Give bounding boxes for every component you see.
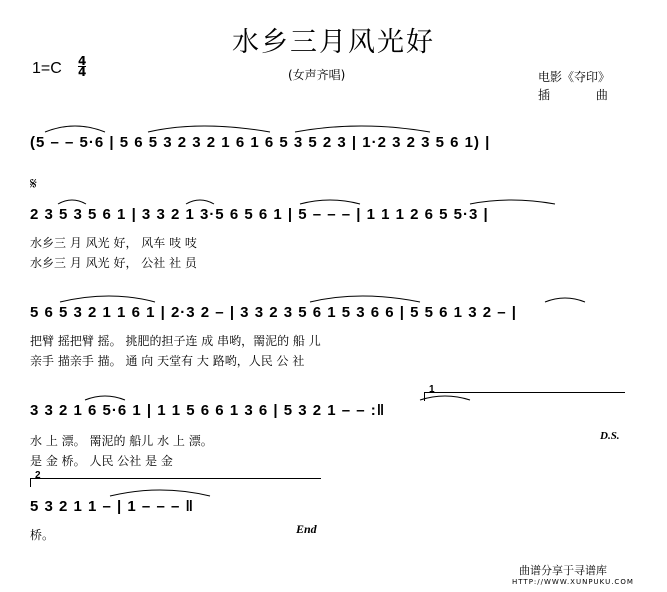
volta-1-label: 1 <box>429 384 435 395</box>
score-row-3-lyric-1: 把臂 摇把臂 摇。 挑肥的担子连 成 串哟，罱泥的 船 儿 <box>30 334 321 348</box>
source-label: 电影《夺印》 <box>538 70 611 84</box>
score-row-1-notes: (5 – – 5·6 | 5 6 5 3 2 3 2 1 6 1 6 5 3 5 2 3 | 1·2 3 2 3 5 6 1) | <box>30 134 491 151</box>
score-row-3-notes: 5 6 5 3 2 1 1 6 1 | 2·3 2 – | 3 3 2 3 5 6 1 5 3 6 6 | 5 5 6 1 3 2 – | <box>30 304 517 321</box>
score-row-4-notes: 3 3 2 1 6 5·6 1 | 1 1 5 6 6 1 3 6 | 5 3 2 1 – – :‖ <box>30 402 386 419</box>
volta-2-label: 2 <box>35 470 41 481</box>
score-row-4-lyric-1: 水 上 漂。 罱泥的 船儿 水 上 漂。 <box>30 434 213 448</box>
score-row-3-lyric-2: 亲手 描亲手 描。 通 向 天堂有 大 路哟，人民 公 社 <box>30 354 305 368</box>
score-row-5-notes: 5 3 2 1 1 – | 1 – – – ‖ <box>30 498 194 515</box>
score-row-2-lyric-2: 水乡三 月 风光 好， 公社 社 员 <box>30 256 197 270</box>
end-mark: End <box>296 522 317 536</box>
song-title: 水乡三月风光好 <box>232 27 435 58</box>
score-row-4-lyric-2: 是 金 桥。 人民 公社 是 金 <box>30 454 173 468</box>
performance-note: (女声齐唱) <box>288 68 346 82</box>
score-row-2-notes: 2 3 5 3 5 6 1 | 3 3 2 1 3·5 6 5 6 1 | 5 – – – | 1 1 1 2 6 5 5·3 | <box>30 206 489 223</box>
composer-label: 插 曲 <box>538 88 608 102</box>
dal-segno-mark: D.S. <box>600 430 620 442</box>
meter-top: 4 <box>78 54 87 68</box>
watermark-text: 曲谱分享于寻谱库 <box>519 564 607 577</box>
score-row-2-lyric-1: 水乡三 月 风光 好， 风车 吱 吱 <box>30 236 197 250</box>
meter-bottom: 4 <box>78 65 87 79</box>
segno-sign: 𝄋 <box>30 174 37 193</box>
key-signature: 1=C <box>32 60 62 77</box>
watermark-url: HTTP://WWW.XUNPUKU.COM <box>512 578 634 586</box>
score-row-5-lyric-1: 桥。 <box>30 528 55 542</box>
